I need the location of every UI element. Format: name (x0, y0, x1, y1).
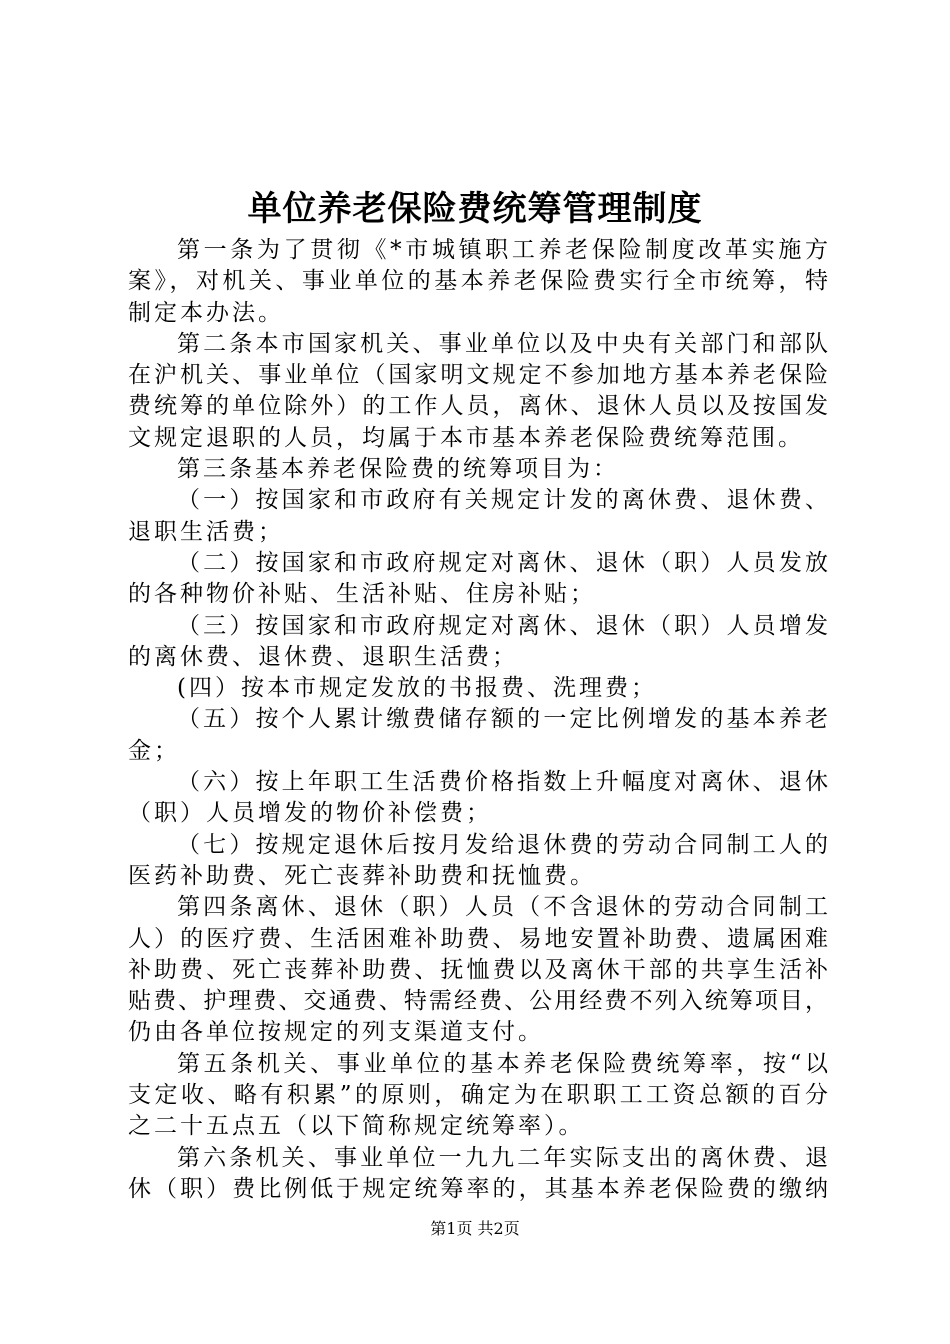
page-footer: 第1页 共2页 (430, 1219, 520, 1238)
text-line: 仍由各单位按规定的列支渠道支付。 (128, 1019, 544, 1046)
text-line: 贴费、护理费、交通费、特需经费、公用经费不列入统筹项目， (128, 988, 828, 1015)
text-line: （三）按国家和市政府规定对离休、退休（职）人员增发 (177, 612, 828, 639)
text-line: 支定收、略有积累”的原则，确定为在职职工工资总额的百分 (128, 1082, 828, 1109)
text-line: (四）按本市规定发放的书报费、洗理费； (177, 675, 657, 702)
text-line: （五）按个人累计缴费储存额的一定比例增发的基本养老 (177, 706, 828, 733)
text-line: （职）人员增发的物价补偿费； (128, 800, 492, 827)
text-line: 补助费、死亡丧葬补助费、抚恤费以及离休干部的共享生活补 (128, 956, 828, 983)
text-line: 的各种物价补贴、生活补贴、住房补贴； (128, 581, 596, 608)
document-body (128, 235, 828, 1205)
text-line: 的离休费、退休费、退职生活费； (128, 643, 518, 670)
text-line: 文规定退职的人员，均属于本市基本养老保险费统筹范围。 (128, 424, 804, 451)
text-line: 第六条机关、事业单位一九九二年实际支出的离休费、退 (177, 1144, 828, 1171)
text-line: 人）的医疗费、生活困难补助费、易地安置补助费、遗属困难 (128, 925, 828, 952)
text-line: 案》，对机关、事业单位的基本养老保险费实行全市统筹，特 (128, 268, 828, 295)
text-line: 第二条本市国家机关、事业单位以及中央有关部门和部队 (177, 330, 828, 357)
text-line: 医药补助费、死亡丧葬补助费和抚恤费。 (128, 862, 596, 889)
text-line: 金； (128, 737, 180, 764)
text-line: 休（职）费比例低于规定统筹率的，其基本养老保险费的缴纳 (128, 1175, 828, 1202)
text-line: 第四条离休、退休（职）人员（不含退休的劳动合同制工 (177, 894, 828, 921)
text-line: （一）按国家和市政府有关规定计发的离休费、退休费、 (177, 487, 828, 514)
text-line: 制定本办法。 (128, 299, 284, 326)
text-line: 费统筹的单位除外）的工作人员，离休、退休人员以及按国发 (128, 393, 828, 420)
text-line: 第五条机关、事业单位的基本养老保险费统筹率，按“以 (177, 1050, 828, 1077)
text-line: （七）按规定退休后按月发给退休费的劳动合同制工人的 (177, 831, 828, 858)
text-line: 退职生活费； (128, 518, 284, 545)
text-line: （二）按国家和市政府规定对离休、退休（职）人员发放 (177, 549, 828, 576)
text-line: （六）按上年职工生活费价格指数上升幅度对离休、退休 (177, 769, 828, 796)
document-title: 单位养老保险费统筹管理制度 (247, 189, 703, 229)
text-line: 第一条为了贯彻《*市城镇职工养老保险制度改革实施方 (177, 237, 828, 263)
text-line: 第三条基本养老保险费的统筹项目为： (177, 456, 619, 483)
text-line: 在沪机关、事业单位（国家明文规定不参加地方基本养老保险 (128, 362, 828, 389)
text-line: 之二十五点五（以下简称规定统筹率）。 (128, 1113, 585, 1140)
